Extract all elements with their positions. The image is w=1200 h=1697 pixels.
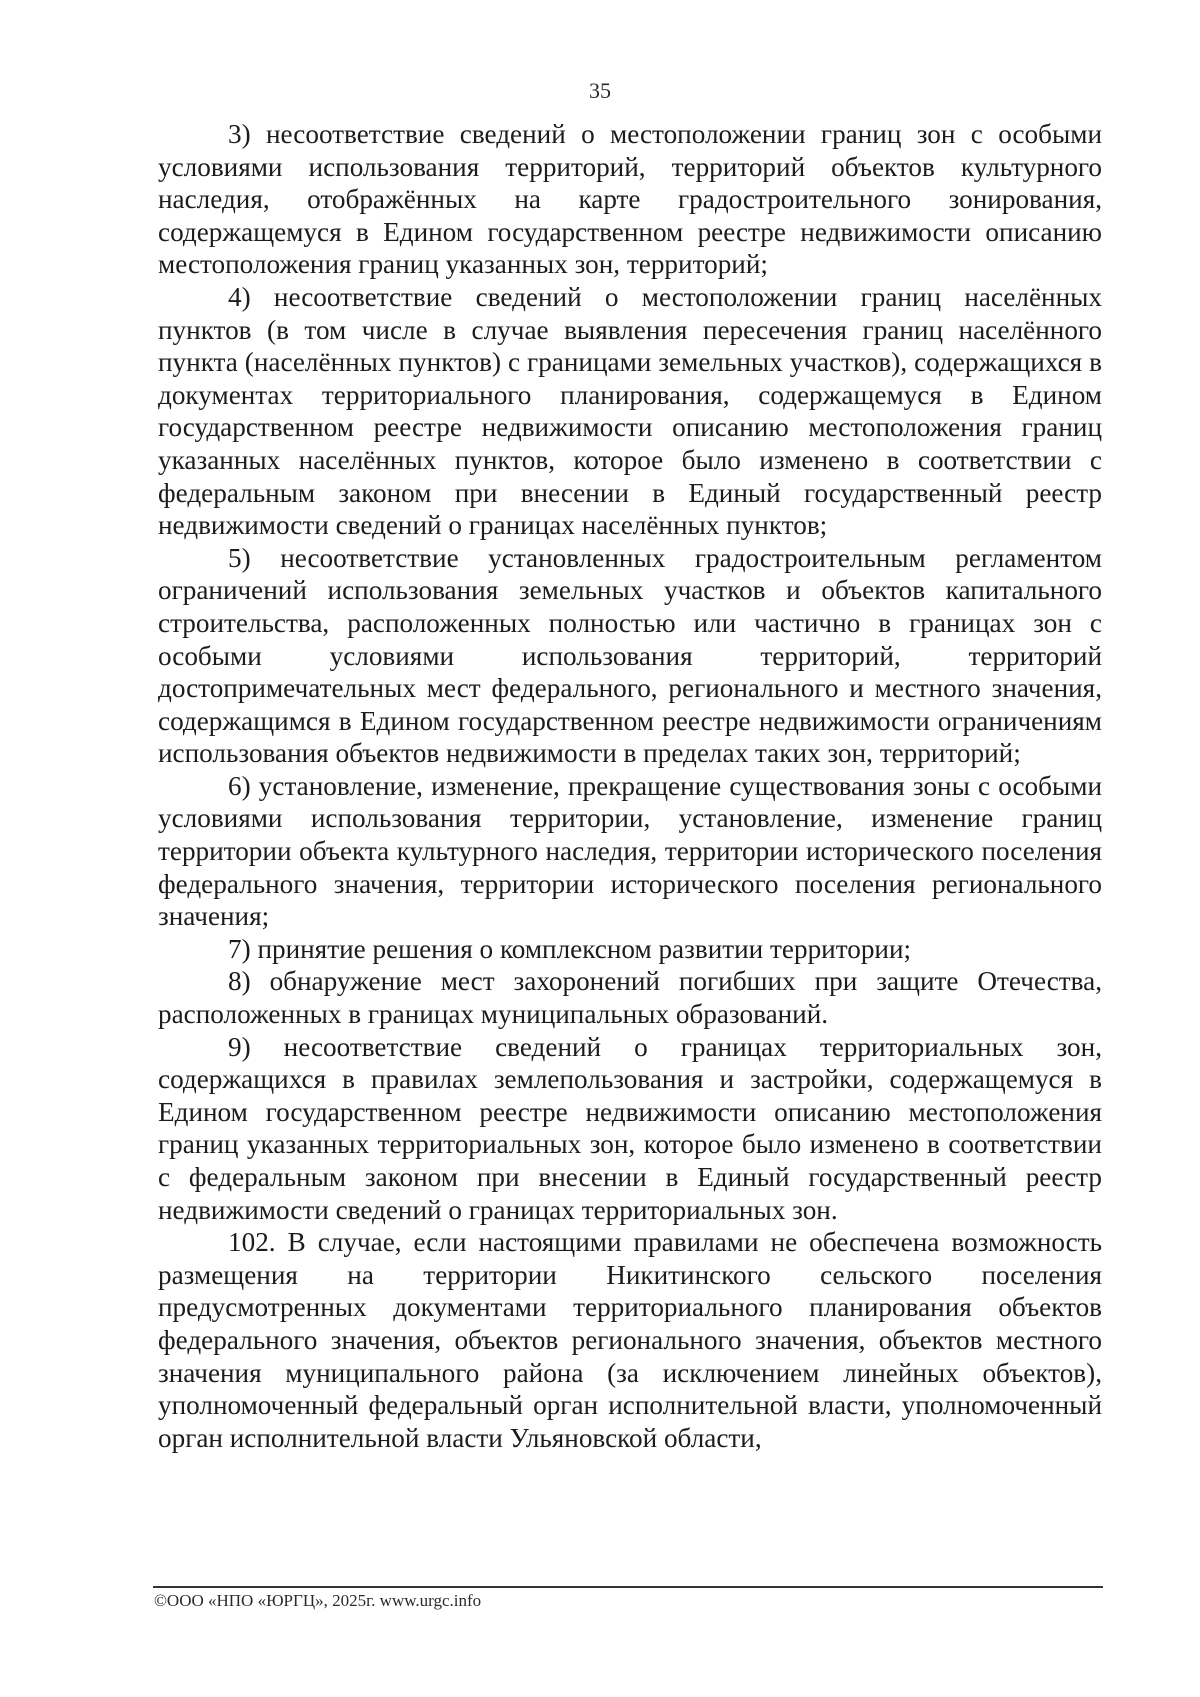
list-item-9: 9) несоответствие сведений о границах территориальных зон, содержащихся в правилах землепользования и застройки, содержащемуся в Едином государственном реестре недвижимости описанию местоположения границ указанных территориальных зон, которое было изменено в соответствии с федеральным законом при внесении в Единый государственный реестр недвижимости сведений о границах территориальных зон.: [158, 1031, 1102, 1225]
footer-copyright: ©ООО «НПО «ЮРГЦ», 2025г. www.urgc.info: [154, 1591, 482, 1610]
list-item-5: 5) несоответствие установленных градостроительным регламентом ограничений использования земельных участков и объектов капитального строительства, расположенных полностью или частично в границах зон с особыми условиями использования территорий, территорий достопримечательных мест федерального, регионального и местного значения, содержащимся в Едином государственном реестре недвижимости ограничениям использования объектов недвижимости в пределах таких зон, территорий;: [158, 542, 1102, 769]
page-number: 35: [589, 78, 611, 103]
clause-102: 102. В случае, если настоящими правилами не обеспечена возможность размещения на территории Никитинского сельского поселения предусмотренных документами территориального планирования объектов федерального значения, объектов регионального значения, объектов местного значения муниципального района (за исключением линейных объектов), уполномоченный федеральный орган исполнительной власти, уполномоченный орган исполнительной власти Ульяновской области,: [158, 1227, 1102, 1453]
list-item-3: 3) несоответствие сведений о местоположении границ зон с особыми условиями использования территорий, территорий объектов культурного наследия, отображённых на карте градостроительного зонирования, содержащемуся в Едином государственном реестре недвижимости описанию местоположения границ указанных зон, территорий;: [158, 119, 1102, 280]
list-item-4: 4) несоответствие сведений о местоположении границ населённых пунктов (в том числе в случае выявления пересечения границ населённого пункта (населённых пунктов) с границами земельных участков), содержащихся в документах территориального планирования, содержащемуся в Едином государственном реестре недвижимости описанию местоположения границ указанных населённых пунктов, которое было изменено в соответствии с федеральным законом при внесении в Единый государственный реестр недвижимости сведений о границах населённых пунктов;: [158, 281, 1102, 541]
document-body: [158, 118, 1102, 1454]
list-item-7: 7) принятие решения о комплексном развитии территории;: [228, 933, 912, 964]
list-item-8: 8) обнаружение мест захоронений погибших при защите Отечества, расположенных в границах муниципальных образований.: [158, 966, 1102, 1030]
list-item-6: 6) установление, изменение, прекращение существования зоны с особыми условиями использования территории, установление, изменение границ территории объекта культурного наследия, территории исторического поселения федерального значения, территории исторического поселения регионального значения;: [158, 770, 1102, 932]
footer-divider: [153, 1586, 1103, 1588]
